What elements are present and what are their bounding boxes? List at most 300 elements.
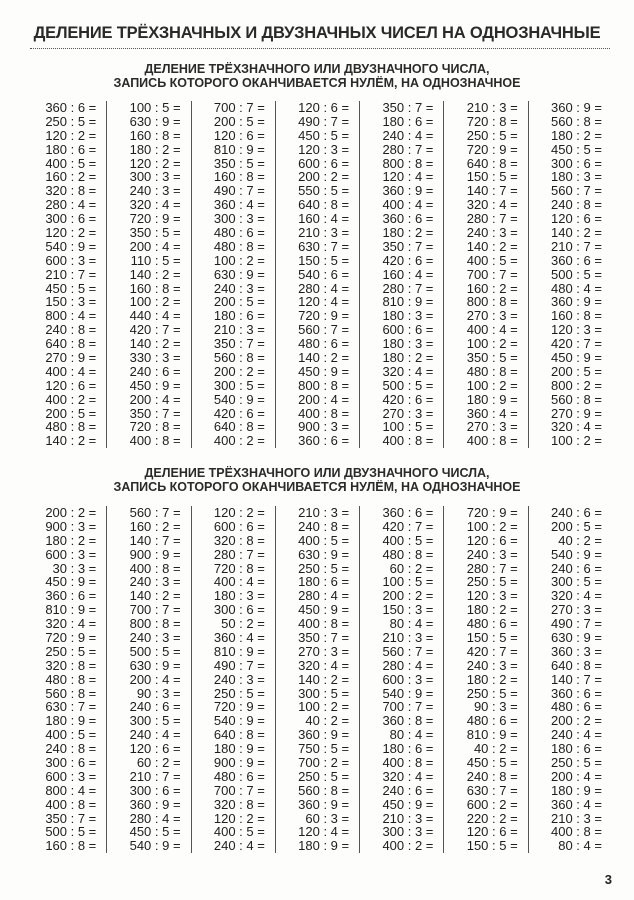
division-problem: 800 : 2 = <box>551 377 602 393</box>
division-problem: 320 : 8 = <box>45 183 97 199</box>
division-problem: 180 : 2 = <box>45 532 97 548</box>
division-problem: 200 : 5 = <box>551 363 602 379</box>
division-problem: 270 : 9 = <box>45 350 97 366</box>
division-problem: 720 : 9 = <box>129 211 181 227</box>
division-problem: 450 : 5 = <box>45 280 97 296</box>
exercise-column <box>359 506 443 853</box>
division-problem: 900 : 3 = <box>45 518 97 534</box>
division-problem: 560 : 8 = <box>551 113 602 129</box>
division-problem: 400 : 8 = <box>382 755 434 771</box>
division-problem: 150 : 5 = <box>466 838 518 854</box>
division-problem: 480 : 8 = <box>45 419 97 435</box>
division-problem: 450 : 9 = <box>298 602 350 618</box>
division-problem: 300 : 3 = <box>382 824 434 840</box>
division-problem: 240 : 3 = <box>213 280 265 296</box>
division-problem: 40 : 2 = <box>558 532 602 548</box>
division-problem: 120 : 6 = <box>551 211 602 227</box>
division-problem: 120 : 6 = <box>213 127 265 143</box>
division-problem: 640 : 8 = <box>551 657 602 673</box>
division-problem: 360 : 6 = <box>382 505 434 520</box>
division-problem: 240 : 3 = <box>129 630 181 646</box>
division-problem: 360 : 6 = <box>298 433 350 449</box>
division-problem: 60 : 2 = <box>389 560 434 576</box>
division-problem: 250 : 5 = <box>298 560 350 576</box>
division-problem: 810 : 9 = <box>466 727 518 743</box>
division-problem: 630 : 7 = <box>298 238 350 254</box>
division-problem: 60 : 3 = <box>305 810 350 826</box>
division-problem: 270 : 3 = <box>466 419 518 435</box>
division-problem: 120 : 2 = <box>213 505 265 520</box>
division-problem: 320 : 8 = <box>45 657 97 673</box>
division-problem: 480 : 8 = <box>382 546 434 562</box>
division-problem: 320 : 4 = <box>129 197 181 213</box>
section-2-exercise-grid <box>22 506 612 853</box>
division-problem: 240 : 6 = <box>129 699 181 715</box>
exercise-column <box>359 101 443 448</box>
division-problem: 100 : 2 = <box>466 377 518 393</box>
division-problem: 160 : 8 = <box>551 308 602 324</box>
division-problem: 360 : 9 = <box>298 796 350 812</box>
division-problem: 120 : 2 = <box>45 127 97 143</box>
division-problem: 400 : 8 = <box>45 796 97 812</box>
division-problem: 120 : 3 = <box>551 322 602 338</box>
division-problem: 140 : 2 = <box>298 671 350 687</box>
division-problem: 180 : 2 = <box>466 671 518 687</box>
division-problem: 200 : 2 = <box>298 169 350 185</box>
division-problem: 480 : 6 = <box>466 616 518 632</box>
division-problem: 240 : 8 = <box>45 741 97 757</box>
division-problem: 320 : 4 = <box>298 657 350 673</box>
division-problem: 420 : 7 = <box>466 643 518 659</box>
division-problem: 350 : 7 = <box>382 100 434 115</box>
division-problem: 300 : 6 = <box>45 211 97 227</box>
division-problem: 420 : 6 = <box>382 391 434 407</box>
division-problem: 360 : 6 = <box>45 100 97 115</box>
division-problem: 280 : 7 = <box>213 546 265 562</box>
division-problem: 200 : 2 = <box>382 588 434 604</box>
division-problem: 250 : 5 = <box>466 685 518 701</box>
division-problem: 600 : 6 = <box>213 518 265 534</box>
division-problem: 210 : 3 = <box>298 505 350 520</box>
division-problem: 100 : 5 = <box>129 100 181 115</box>
division-problem: 400 : 4 = <box>45 363 97 379</box>
division-problem: 300 : 5 = <box>551 574 602 590</box>
division-problem: 630 : 9 = <box>129 657 181 673</box>
division-problem: 320 : 4 = <box>466 197 518 213</box>
division-problem: 800 : 4 = <box>45 308 97 324</box>
division-problem: 700 : 7 = <box>382 699 434 715</box>
division-problem: 480 : 6 = <box>298 336 350 352</box>
division-problem: 240 : 3 = <box>129 183 181 199</box>
division-problem: 140 : 7 = <box>551 671 602 687</box>
division-problem: 560 : 8 = <box>551 391 602 407</box>
division-problem: 550 : 5 = <box>298 183 350 199</box>
section-1-heading <box>0 62 634 90</box>
division-problem: 200 : 5 = <box>551 518 602 534</box>
division-problem: 700 : 7 = <box>213 782 265 798</box>
division-problem: 40 : 2 = <box>473 741 518 757</box>
division-problem: 630 : 9 = <box>129 113 181 129</box>
division-problem: 180 : 9 = <box>466 391 518 407</box>
division-problem: 420 : 7 = <box>551 336 602 352</box>
division-problem: 350 : 7 = <box>213 336 265 352</box>
division-problem: 220 : 2 = <box>466 810 518 826</box>
division-problem: 330 : 3 = <box>129 350 181 366</box>
division-problem: 300 : 6 = <box>213 602 265 618</box>
division-problem: 240 : 3 = <box>213 671 265 687</box>
division-problem: 360 : 4 = <box>466 405 518 421</box>
division-problem: 450 : 5 = <box>298 127 350 143</box>
division-problem: 300 : 3 = <box>213 211 265 227</box>
division-problem: 750 : 5 = <box>298 741 350 757</box>
division-problem: 210 : 3 = <box>466 100 518 115</box>
division-problem: 450 : 9 = <box>129 377 181 393</box>
division-problem: 240 : 8 = <box>466 768 518 784</box>
division-problem: 160 : 2 = <box>129 518 181 534</box>
division-problem: 640 : 8 = <box>213 727 265 743</box>
division-problem: 560 : 7 = <box>551 183 602 199</box>
division-problem: 180 : 2 = <box>382 350 434 366</box>
division-problem: 480 : 6 = <box>551 699 602 715</box>
division-problem: 200 : 2 = <box>45 505 97 520</box>
exercise-column <box>106 101 190 448</box>
division-problem: 240 : 3 = <box>466 546 518 562</box>
division-problem: 640 : 8 = <box>45 336 97 352</box>
division-problem: 720 : 9 = <box>45 630 97 646</box>
division-problem: 200 : 4 = <box>129 671 181 687</box>
section-2-heading-line2: ЗАПИСЬ КОТОРОГО ОКАНЧИВАЕТСЯ НУЛЁМ, НА ОДНОЗНАЧНОЕ <box>113 480 521 494</box>
division-problem: 180 : 6 = <box>213 308 265 324</box>
division-problem: 270 : 3 = <box>298 643 350 659</box>
division-problem: 490 : 7 = <box>551 616 602 632</box>
division-problem: 80 : 4 = <box>389 616 434 632</box>
division-problem: 280 : 7 = <box>466 560 518 576</box>
division-problem: 180 : 9 = <box>213 741 265 757</box>
division-problem: 240 : 3 = <box>466 225 518 241</box>
division-problem: 400 : 8 = <box>466 433 518 449</box>
division-problem: 400 : 5 = <box>45 155 97 171</box>
division-problem: 400 : 8 = <box>129 560 181 576</box>
division-problem: 150 : 5 = <box>466 169 518 185</box>
division-problem: 350 : 7 = <box>129 405 181 421</box>
division-problem: 80 : 4 = <box>389 727 434 743</box>
division-problem: 320 : 8 = <box>213 796 265 812</box>
division-problem: 630 : 7 = <box>466 782 518 798</box>
division-problem: 480 : 6 = <box>466 713 518 729</box>
division-problem: 120 : 6 = <box>466 824 518 840</box>
division-problem: 480 : 6 = <box>213 768 265 784</box>
division-problem: 180 : 3 = <box>213 588 265 604</box>
division-problem: 800 : 4 = <box>45 782 97 798</box>
division-problem: 270 : 3 = <box>466 308 518 324</box>
division-problem: 120 : 4 = <box>298 294 350 310</box>
division-problem: 160 : 8 = <box>45 838 97 854</box>
division-problem: 720 : 8 = <box>466 113 518 129</box>
division-problem: 350 : 5 = <box>213 155 265 171</box>
division-problem: 240 : 4 = <box>129 727 181 743</box>
division-problem: 120 : 4 = <box>298 824 350 840</box>
section-1-heading-line1: ДЕЛЕНИЕ ТРЁХЗНАЧНОГО ИЛИ ДВУЗНАЧНОГО ЧИСЛА, <box>144 62 490 76</box>
division-problem: 450 : 9 = <box>45 574 97 590</box>
division-problem: 420 : 7 = <box>382 518 434 534</box>
division-problem: 800 : 8 = <box>382 155 434 171</box>
division-problem: 700 : 7 = <box>466 266 518 282</box>
division-problem: 110 : 5 = <box>130 252 181 268</box>
division-problem: 240 : 4 = <box>213 838 265 854</box>
division-problem: 800 : 8 = <box>298 377 350 393</box>
division-problem: 280 : 4 = <box>382 657 434 673</box>
division-problem: 180 : 9 = <box>45 713 97 729</box>
section-1-heading-line2: ЗАПИСЬ КОТОРОГО ОКАНЧИВАЕТСЯ НУЛЁМ, НА ОДНОЗНАЧНОЕ <box>113 76 521 90</box>
division-problem: 600 : 6 = <box>298 155 350 171</box>
division-problem: 120 : 2 = <box>45 225 97 241</box>
division-problem: 250 : 5 = <box>45 113 97 129</box>
division-problem: 350 : 5 = <box>129 225 181 241</box>
division-problem: 280 : 4 = <box>45 197 97 213</box>
division-problem: 280 : 7 = <box>382 141 434 157</box>
division-problem: 160 : 4 = <box>298 211 350 227</box>
division-problem: 90 : 3 = <box>473 699 518 715</box>
division-problem: 450 : 5 = <box>551 141 602 157</box>
division-problem: 120 : 4 = <box>382 169 434 185</box>
division-problem: 720 : 9 = <box>466 141 518 157</box>
division-problem: 210 : 3 = <box>382 810 434 826</box>
division-problem: 90 : 3 = <box>136 685 181 701</box>
division-problem: 140 : 2 = <box>129 336 181 352</box>
division-problem: 320 : 4 = <box>551 419 602 435</box>
division-problem: 400 : 5 = <box>45 727 97 743</box>
division-problem: 240 : 6 = <box>551 560 602 576</box>
division-problem: 320 : 4 = <box>382 363 434 379</box>
division-problem: 180 : 2 = <box>466 602 518 618</box>
division-problem: 400 : 4 = <box>382 197 434 213</box>
page-number: 3 <box>604 872 612 887</box>
division-problem: 180 : 6 = <box>382 113 434 129</box>
division-problem: 300 : 5 = <box>129 713 181 729</box>
division-problem: 540 : 9 = <box>45 238 97 254</box>
division-problem: 160 : 4 = <box>382 266 434 282</box>
division-problem: 360 : 9 = <box>298 727 350 743</box>
division-problem: 420 : 6 = <box>213 405 265 421</box>
division-problem: 640 : 8 = <box>213 419 265 435</box>
division-problem: 140 : 2 = <box>298 350 350 366</box>
division-problem: 360 : 8 = <box>382 713 434 729</box>
division-problem: 720 : 8 = <box>213 560 265 576</box>
division-problem: 810 : 9 = <box>45 602 97 618</box>
division-problem: 640 : 8 = <box>298 197 350 213</box>
division-problem: 140 : 2 = <box>45 433 97 449</box>
division-problem: 400 : 8 = <box>551 824 602 840</box>
division-problem: 240 : 8 = <box>45 322 97 338</box>
division-problem: 240 : 3 = <box>466 657 518 673</box>
division-problem: 280 : 4 = <box>298 280 350 296</box>
division-problem: 100 : 2 = <box>551 433 602 449</box>
division-problem: 120 : 6 = <box>129 741 181 757</box>
division-problem: 60 : 2 = <box>136 755 181 771</box>
section-2-heading <box>0 466 634 494</box>
division-problem: 450 : 9 = <box>382 796 434 812</box>
division-problem: 140 : 7 = <box>466 183 518 199</box>
division-problem: 320 : 4 = <box>382 768 434 784</box>
division-problem: 320 : 8 = <box>213 532 265 548</box>
division-problem: 280 : 4 = <box>298 588 350 604</box>
division-problem: 100 : 2 = <box>213 252 265 268</box>
division-problem: 400 : 5 = <box>213 824 265 840</box>
division-problem: 540 : 9 = <box>213 391 265 407</box>
division-problem: 700 : 2 = <box>298 755 350 771</box>
division-problem: 210 : 7 = <box>45 266 97 282</box>
division-problem: 200 : 5 = <box>45 405 97 421</box>
division-problem: 120 : 3 = <box>466 588 518 604</box>
division-problem: 150 : 5 = <box>466 630 518 646</box>
division-problem: 700 : 7 = <box>129 602 181 618</box>
division-problem: 200 : 4 = <box>551 768 602 784</box>
section-1-exercise-grid <box>22 101 612 448</box>
division-problem: 360 : 9 = <box>382 183 434 199</box>
division-problem: 500 : 5 = <box>551 266 602 282</box>
division-problem: 720 : 9 = <box>298 308 350 324</box>
division-problem: 360 : 4 = <box>213 197 265 213</box>
division-problem: 630 : 9 = <box>213 266 265 282</box>
division-problem: 540 : 9 = <box>551 546 602 562</box>
division-problem: 280 : 7 = <box>466 211 518 227</box>
division-problem: 250 : 5 = <box>213 685 265 701</box>
division-problem: 160 : 2 = <box>466 280 518 296</box>
division-problem: 480 : 8 = <box>45 671 97 687</box>
division-problem: 600 : 6 = <box>382 322 434 338</box>
page-title: ДЕЛЕНИЕ ТРЁХЗНАЧНЫХ И ДВУЗНАЧНЫХ ЧИСЕЛ НА ОДНОЗНАЧНЫЕ <box>33 24 601 42</box>
division-problem: 800 : 8 = <box>466 294 518 310</box>
division-problem: 400 : 8 = <box>382 433 434 449</box>
division-problem: 210 : 3 = <box>213 322 265 338</box>
division-problem: 300 : 6 = <box>129 782 181 798</box>
division-problem: 360 : 9 = <box>551 100 602 115</box>
exercise-column <box>275 101 359 448</box>
division-problem: 320 : 4 = <box>45 616 97 632</box>
division-problem: 140 : 2 = <box>466 238 518 254</box>
division-problem: 500 : 5 = <box>129 643 181 659</box>
division-problem: 250 : 5 = <box>466 574 518 590</box>
division-problem: 400 : 5 = <box>382 532 434 548</box>
division-problem: 300 : 6 = <box>551 155 602 171</box>
division-problem: 80 : 4 = <box>558 838 602 854</box>
division-problem: 720 : 8 = <box>129 419 181 435</box>
division-problem: 600 : 3 = <box>45 768 97 784</box>
division-problem: 240 : 8 = <box>298 518 350 534</box>
division-problem: 480 : 8 = <box>213 238 265 254</box>
division-problem: 240 : 6 = <box>382 782 434 798</box>
division-problem: 120 : 3 = <box>298 141 350 157</box>
division-problem: 160 : 2 = <box>45 169 97 185</box>
division-problem: 180 : 6 = <box>382 741 434 757</box>
division-problem: 490 : 7 = <box>213 657 265 673</box>
division-problem: 200 : 2 = <box>551 713 602 729</box>
division-problem: 500 : 5 = <box>45 824 97 840</box>
division-problem: 540 : 9 = <box>382 685 434 701</box>
division-problem: 400 : 2 = <box>213 433 265 449</box>
division-problem: 40 : 2 = <box>305 713 350 729</box>
division-problem: 180 : 3 = <box>382 336 434 352</box>
division-problem: 360 : 4 = <box>213 630 265 646</box>
division-problem: 600 : 3 = <box>45 252 97 268</box>
division-problem: 200 : 5 = <box>213 294 265 310</box>
division-problem: 600 : 3 = <box>45 546 97 562</box>
division-problem: 180 : 6 = <box>551 741 602 757</box>
division-problem: 300 : 5 = <box>213 377 265 393</box>
division-problem: 810 : 9 = <box>213 141 265 157</box>
division-problem: 560 : 8 = <box>45 685 97 701</box>
division-problem: 630 : 9 = <box>551 630 602 646</box>
division-problem: 560 : 7 = <box>382 643 434 659</box>
division-problem: 30 : 3 = <box>52 560 97 576</box>
division-problem: 400 : 2 = <box>45 391 97 407</box>
division-problem: 150 : 3 = <box>382 602 434 618</box>
division-problem: 100 : 2 = <box>298 699 350 715</box>
division-problem: 350 : 7 = <box>298 630 350 646</box>
exercise-column <box>528 101 612 448</box>
division-problem: 120 : 6 = <box>45 377 97 393</box>
division-problem: 200 : 4 = <box>298 391 350 407</box>
division-problem: 210 : 3 = <box>382 630 434 646</box>
division-problem: 120 : 6 = <box>466 532 518 548</box>
division-problem: 180 : 2 = <box>129 141 181 157</box>
division-problem: 320 : 4 = <box>551 588 602 604</box>
division-problem: 400 : 8 = <box>298 616 350 632</box>
division-problem: 450 : 5 = <box>129 824 181 840</box>
division-problem: 210 : 3 = <box>551 810 602 826</box>
division-problem: 270 : 3 = <box>551 602 602 618</box>
division-problem: 240 : 4 = <box>382 127 434 143</box>
division-problem: 400 : 8 = <box>298 405 350 421</box>
division-problem: 50 : 2 = <box>221 616 265 632</box>
division-problem: 240 : 3 = <box>129 574 181 590</box>
division-problem: 420 : 6 = <box>382 252 434 268</box>
exercise-column <box>443 506 527 853</box>
division-problem: 150 : 3 = <box>45 294 97 310</box>
division-problem: 200 : 4 = <box>129 391 181 407</box>
division-problem: 560 : 8 = <box>298 782 350 798</box>
division-problem: 490 : 7 = <box>213 183 265 199</box>
division-problem: 210 : 7 = <box>129 768 181 784</box>
division-problem: 240 : 6 = <box>551 505 602 520</box>
division-problem: 700 : 7 = <box>213 100 265 115</box>
division-problem: 420 : 7 = <box>129 322 181 338</box>
division-problem: 180 : 9 = <box>298 838 350 854</box>
division-problem: 360 : 9 = <box>129 796 181 812</box>
division-problem: 540 : 9 = <box>129 838 181 854</box>
division-problem: 360 : 9 = <box>551 294 602 310</box>
division-problem: 490 : 7 = <box>298 113 350 129</box>
division-problem: 100 : 5 = <box>382 419 434 435</box>
division-problem: 810 : 9 = <box>213 643 265 659</box>
division-problem: 100 : 2 = <box>466 336 518 352</box>
exercise-column <box>22 101 106 448</box>
section-2-heading-line1: ДЕЛЕНИЕ ТРЁХЗНАЧНОГО ИЛИ ДВУЗНАЧНОГО ЧИСЛА, <box>144 466 490 480</box>
division-problem: 210 : 7 = <box>551 238 602 254</box>
division-problem: 180 : 2 = <box>551 127 602 143</box>
division-problem: 360 : 6 = <box>551 685 602 701</box>
division-problem: 560 : 8 = <box>213 350 265 366</box>
division-problem: 280 : 7 = <box>382 280 434 296</box>
division-problem: 280 : 4 = <box>129 810 181 826</box>
division-problem: 100 : 2 = <box>466 518 518 534</box>
division-problem: 100 : 5 = <box>382 574 434 590</box>
division-problem: 140 : 2 = <box>551 225 602 241</box>
division-problem: 360 : 6 = <box>382 211 434 227</box>
division-problem: 200 : 4 = <box>129 238 181 254</box>
exercise-column <box>191 101 275 448</box>
division-problem: 250 : 5 = <box>298 768 350 784</box>
